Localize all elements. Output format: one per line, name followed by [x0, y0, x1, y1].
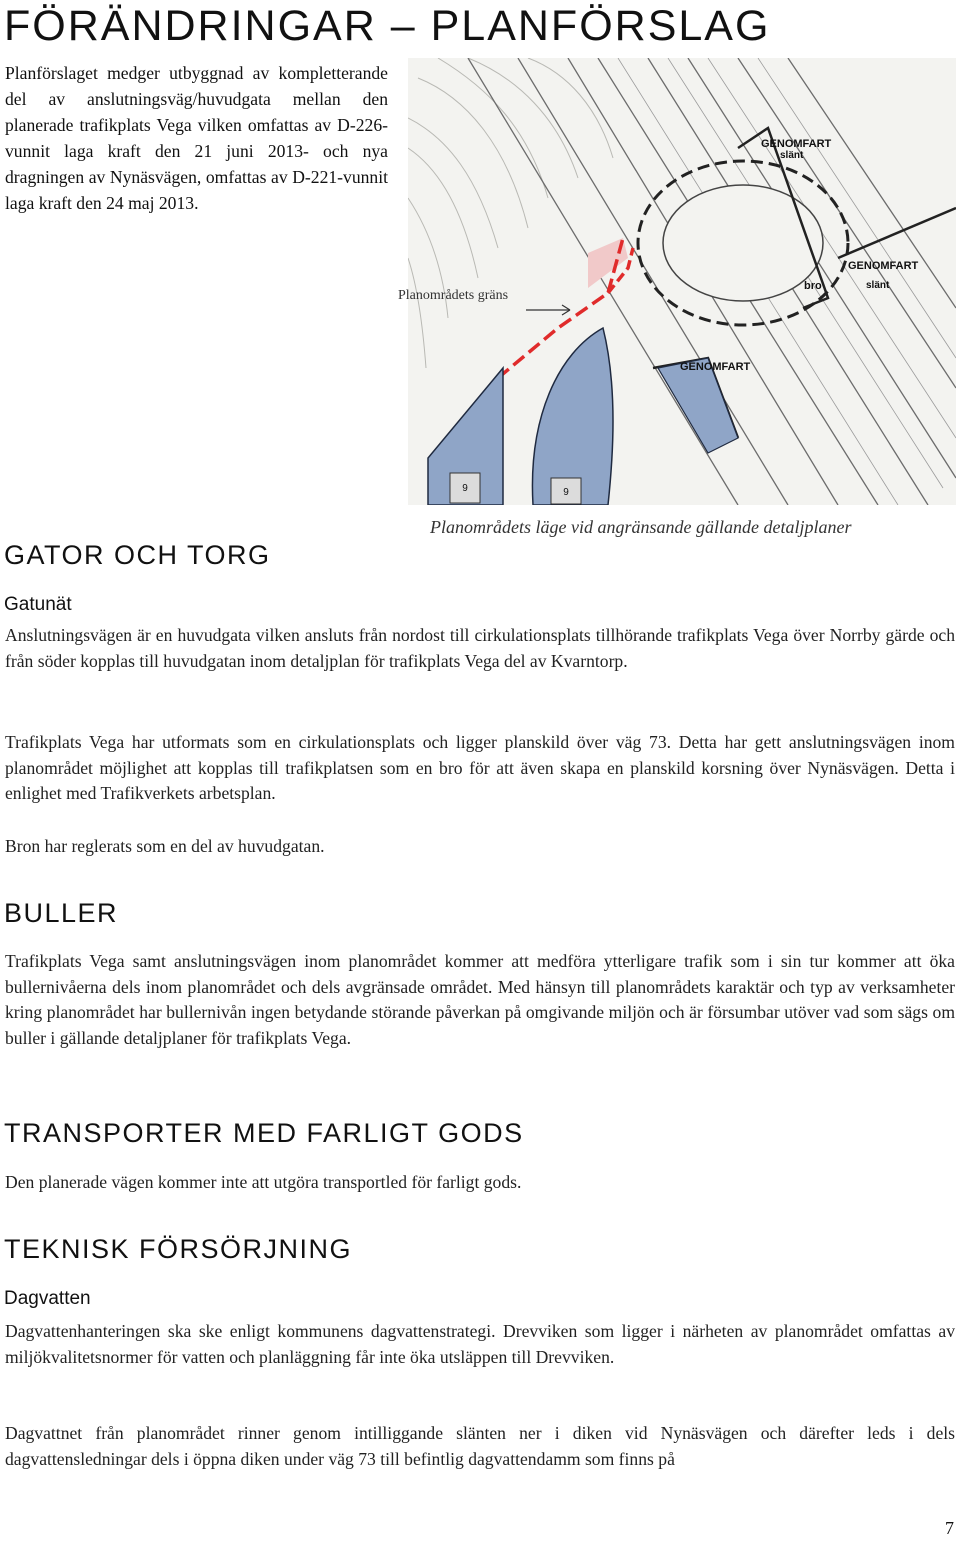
map-label-slant-2: slänt	[866, 280, 890, 291]
teknisk-paragraph-2: Dagvattnet från planområdet rinner genom intilliggande slänten ner i diken vid Nynäsvägen och därefter leds i dels dagvattensledningar dels i öppna diken under väg 73 till befintlig dagvattendamm som finns på	[5, 1423, 955, 1469]
plan-map-figure	[408, 58, 956, 505]
gator-paragraph-2: Trafikplats Vega har utformats som en cirkulationsplats och ligger planskild över väg 73. Detta har gett anslutningsvägen inom planområdet möjlighet att kopplas till trafikplatsen som en bro för att även skapa en planskild korsning över Nynäsvägen. Detta i enlighet med Trafikverkets arbetsplan.	[5, 732, 955, 803]
plan-number-a: 9	[462, 483, 468, 494]
subheading-gatunat: Gatunät	[4, 594, 72, 615]
teknisk-paragraph-1: Dagvattenhanteringen ska ske enligt kommunens dagvattenstrategi. Drevviken som ligger i närheten av planområdet omfattas av miljökvalitetsnormer för vatten och planläggning får inte öka utsläppen till Drevviken.	[5, 1321, 955, 1367]
plan-number-b: 9	[563, 487, 569, 498]
map-label-genomfart-3: GENOMFART	[680, 361, 751, 373]
subheading-dagvatten: Dagvatten	[4, 1288, 91, 1309]
heading-buller: BULLER	[4, 898, 119, 928]
page-number: 7	[945, 1518, 954, 1538]
map-label-bro: bro	[804, 280, 822, 292]
heading-gator-och-torg: GATOR OCH TORG	[4, 540, 271, 570]
map-label-genomfart-1: GENOMFART	[761, 138, 832, 150]
intro-paragraph: Planförslaget medger utbyggnad av kompletterande del av anslutningsväg/huvudgata mellan den planerade trafikplats Vega vilken omfattas av D-226-vunnit laga kraft den 21 juni 2013- och nya dragningen av Nynäsvägen, omfattas av D-221-vunnit laga kraft den 24 maj 2013.	[5, 63, 388, 213]
buller-paragraph: Trafikplats Vega samt anslutningsvägen inom planområdet kommer att medföra ytterligare trafik som i sin tur kommer att öka bullernivåerna dels inom planområdet och dels avgränsade området. Med hänsyn till planområdets karaktär och typ av verksamheter kring planområdet har bullernivån ingen betydande störande påverkan på omgivande miljön och är försumbar utöver vad som sägs om buller i gällande detaljplaner för trafikplats Vega.	[5, 951, 955, 1048]
plan-map-drawing	[408, 58, 956, 505]
heading-teknisk-forsorjning: TEKNISK FÖRSÖRJNING	[4, 1234, 353, 1264]
gator-paragraph-1: Anslutningsvägen är en huvudgata vilken ansluts från nordost till cirkulationsplats tillhörande trafikplats Vega över Norrby gärde och från söder kopplas till huvudgatan inom detaljplan för trafikplats Vega del av Kvarntorp.	[5, 625, 955, 671]
map-label-slant-1: slänt	[780, 150, 804, 161]
page-title: FÖRÄNDRINGAR – PLANFÖRSLAG	[4, 2, 771, 50]
plan-boundary-label: Planområdets gräns	[398, 288, 509, 303]
map-label-genomfart-2: GENOMFART	[848, 260, 919, 272]
figure-caption: Planområdets läge vid angränsande gällande detaljplaner	[430, 517, 852, 537]
heading-transporter: TRANSPORTER MED FARLIGT GODS	[4, 1118, 524, 1148]
transporter-paragraph: Den planerade vägen kommer inte att utgöra transportled för farligt gods.	[5, 1172, 522, 1192]
gator-paragraph-3: Bron har reglerats som en del av huvudgatan.	[5, 836, 325, 856]
